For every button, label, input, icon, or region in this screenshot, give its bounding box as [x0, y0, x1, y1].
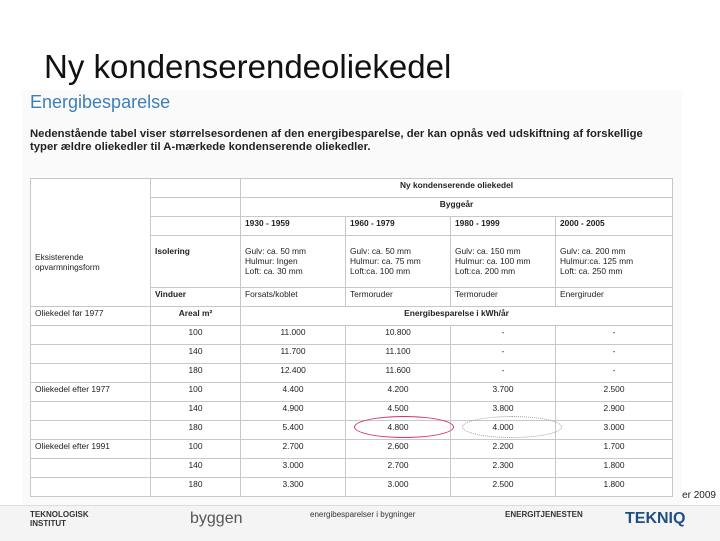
byggeaar-header: Byggeår	[241, 198, 673, 217]
logo-byggen	[190, 510, 243, 528]
group-label-text: Oliekedel efter 1991	[35, 441, 110, 451]
table-cell: 100	[151, 440, 241, 459]
window-cell: Forsats/koblet	[241, 288, 346, 307]
blank-cell	[151, 179, 241, 198]
logo-text: TEKNOLOGISK INSTITUT	[30, 510, 89, 528]
group-label	[31, 383, 151, 402]
table-cell: 180	[151, 478, 241, 497]
table-cell: 1.800	[556, 478, 673, 497]
logo-energitjenesten	[505, 510, 583, 519]
logo-teknologisk	[30, 510, 110, 528]
table-cell: 3.000	[346, 478, 451, 497]
table-cell: 140	[151, 402, 241, 421]
isolation-cell: Gulv: ca. 200 mm Hulmur:ca. 125 mm Loft: ca. 250 mm	[556, 236, 673, 288]
window-cell: Termoruder	[451, 288, 556, 307]
areal-header: Areal m²	[151, 307, 241, 326]
logo-text: ENERGITJENESTEN	[505, 510, 583, 519]
table-cell: -	[556, 364, 673, 383]
table-cell: 2.700	[241, 440, 346, 459]
blank-cell	[151, 217, 241, 236]
slide-title: Ny kondenserendeoliekedel	[44, 48, 452, 85]
table-cell: 4.800	[346, 421, 451, 440]
table-cell: -	[451, 345, 556, 364]
table-cell: 12.400	[241, 364, 346, 383]
logo-text: byggen	[190, 510, 243, 527]
table-cell: 11.000	[241, 326, 346, 345]
blank-cell	[31, 326, 151, 345]
table-cell: 2.500	[451, 478, 556, 497]
isolation-cell: Gulv: ca. 150 mm Hulmur: ca. 100 mm Loft:ca. 200 mm	[451, 236, 556, 288]
period-header: 1980 - 1999	[451, 217, 556, 236]
blank-cell	[31, 478, 151, 497]
table-cell: 3.000	[241, 459, 346, 478]
table-cell: 2.700	[346, 459, 451, 478]
table-cell: 11.700	[241, 345, 346, 364]
logo-energibesparelser	[310, 510, 415, 519]
isolation-cell: Gulv: ca. 50 mm Hulmur: Ingen Loft: ca. 30 mm	[241, 236, 346, 288]
table-cell: 4.500	[346, 402, 451, 421]
window-cell: Termoruder	[346, 288, 451, 307]
table-cell: 5.400	[241, 421, 346, 440]
table-cell: 180	[151, 421, 241, 440]
energy-savings-table	[30, 178, 673, 497]
table-cell: 3.300	[241, 478, 346, 497]
group-label	[31, 440, 151, 459]
logo-text: energibesparelser i bygninger	[310, 510, 416, 519]
group-label-text: Oliekedel efter 1977	[35, 384, 110, 394]
intro-paragraph: Nedenstående tabel viser størrelsesordenen af den energibesparelse, der kan opnås ved udskiftning af forskellige typer ældre oliekedler til A-mærkede kondenserende oliekedler.	[30, 128, 643, 153]
table-cell: 11.100	[346, 345, 451, 364]
table-cell: 3.000	[556, 421, 673, 440]
table-cell: -	[556, 345, 673, 364]
table-cell: 1.800	[556, 459, 673, 478]
table-cell: 180	[151, 364, 241, 383]
table-cell: -	[451, 364, 556, 383]
vinduer-label: Vinduer	[151, 288, 241, 307]
table-cell: 100	[151, 326, 241, 345]
isolation-cell: Gulv: ca. 50 mm Hulmur: ca. 75 mm Loft:ca. 100 mm	[346, 236, 451, 288]
logo-text: TEKNIQ	[625, 510, 686, 527]
group-label-text: Oliekedel før 1977	[35, 308, 104, 318]
table-cell: 100	[151, 383, 241, 402]
highlight-circle-dotted	[462, 416, 562, 438]
table-cell: 2.200	[451, 440, 556, 459]
period-header: 2000 - 2005	[556, 217, 673, 236]
table-cell: 2.600	[346, 440, 451, 459]
document-scan	[22, 90, 682, 520]
table-cell: 4.900	[241, 402, 346, 421]
table-cell: -	[451, 326, 556, 345]
blank-cell	[31, 421, 151, 440]
date-fragment: er 2009	[682, 490, 716, 501]
table-cell: 140	[151, 345, 241, 364]
table-cell: 3.700	[451, 383, 556, 402]
blank-cell	[31, 402, 151, 421]
rowhead-main	[31, 179, 151, 307]
window-cell: Energiruder	[556, 288, 673, 307]
group-label	[31, 307, 151, 326]
logo-tekniq	[625, 510, 685, 528]
table-cell: -	[556, 326, 673, 345]
table-cell: 140	[151, 459, 241, 478]
table-cell: 2.500	[556, 383, 673, 402]
blank-cell	[31, 459, 151, 478]
rowhead-main-label: Eksisterende opvarmningsform	[35, 252, 100, 272]
highlight-circle-red	[354, 416, 454, 438]
table-cell: 4.400	[241, 383, 346, 402]
table-cell: 1.700	[556, 440, 673, 459]
blank-cell	[31, 364, 151, 383]
table-cell: 3.800	[451, 402, 556, 421]
table-cell: 4.000	[451, 421, 556, 440]
table-cell: 2.300	[451, 459, 556, 478]
savings-header: Energibesparelse i kWh/år	[241, 307, 673, 326]
header-group: Ny kondenserende oliekedel	[241, 179, 673, 198]
section-title: Energibesparelse	[30, 92, 171, 112]
blank-cell	[31, 345, 151, 364]
table-cell: 4.200	[346, 383, 451, 402]
blank-cell	[151, 198, 241, 217]
period-header: 1960 - 1979	[346, 217, 451, 236]
table-cell: 2.900	[556, 402, 673, 421]
isolering-label: Isolering	[151, 236, 241, 288]
table-cell: 11.600	[346, 364, 451, 383]
period-header: 1930 - 1959	[241, 217, 346, 236]
table-cell: 10.800	[346, 326, 451, 345]
